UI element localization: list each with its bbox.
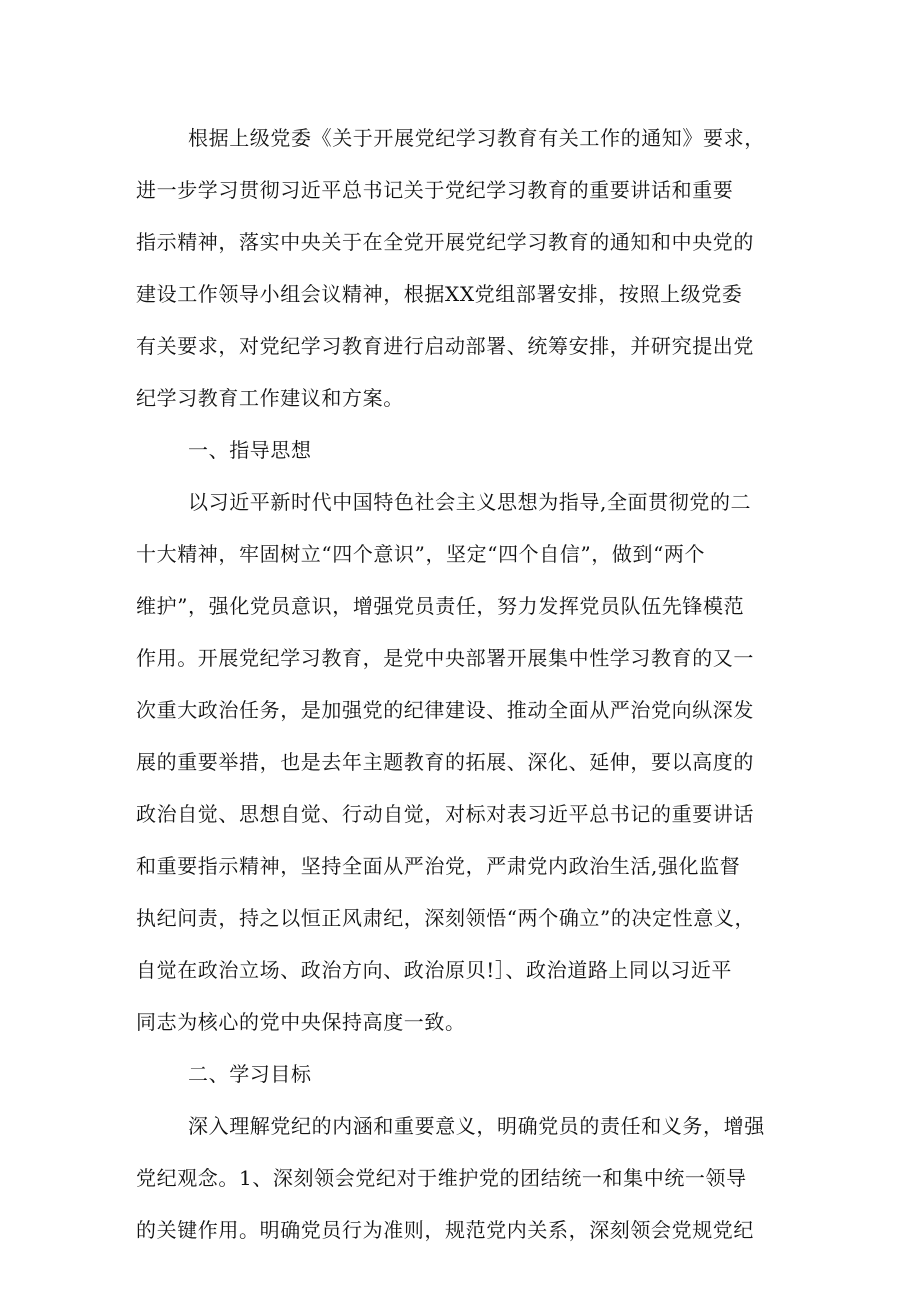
paragraph-3-line-1: 深入理解党纪的内涵和重要意义，明确党员的责任和义务，增强 — [188, 1114, 765, 1138]
paragraph-2-line-3: 维护”，强化党员意识，增强党员责任，努力发挥党员队伍先锋模范 — [136, 594, 745, 618]
section-heading-guiding-thought: 一、指导思想 — [188, 438, 312, 462]
paragraph-2-line-2: 十大精神，牢固树立“四个意识”，坚定“四个自信”，做到“两个 — [136, 542, 706, 566]
paragraph-1-line-1: 根据上级党委《关于开展党纪学习教育有关工作的通知》要求， — [188, 126, 765, 150]
paragraph-2-line-4: 作用。开展党纪学习教育，是党中央部署开展集中性学习教育的又一 — [136, 646, 754, 670]
paragraph-1-line-5: 有关要求，对党纪学习教育进行启动部署、统筹安排，并研究提出党 — [136, 334, 754, 358]
paragraph-1-line-6: 纪学习教育工作建议和方案。 — [136, 386, 404, 410]
paragraph-2-line-11: 同志为核心的党中央保持高度一致。 — [136, 1010, 466, 1034]
document-body — [136, 112, 786, 1256]
paragraph-1-line-3: 指示精神，落实中央关于在全党开展党纪学习教育的通知和中央党的 — [136, 230, 754, 254]
paragraph-2-line-6: 展的重要举措，也是去年主题教育的拓展、深化、延伸，要以高度的 — [136, 750, 754, 774]
paragraph-2-line-1: 以习近平新时代中国特色社会主义思想为指导,全面贯彻党的二 — [188, 490, 752, 514]
paragraph-2-line-10: 自觉在政治立场、政治方向、政治原贝!］、政治道路上同以习近平 — [136, 958, 733, 982]
paragraph-3-line-2: 党纪观念。1、深刻领会党纪对于维护党的团结统一和集中统一领导 — [136, 1166, 747, 1190]
paragraph-2-line-5: 次重大政治任务，是加强党的纪律建设、推动全面从严治党向纵深发 — [136, 698, 754, 722]
paragraph-1-line-2: 进一步学习贯彻习近平总书记关于党纪学习教育的重要讲话和重要 — [136, 178, 734, 202]
section-heading-learning-goals: 二、学习目标 — [188, 1062, 312, 1086]
paragraph-2-line-8: 和重要指示精神，坚持全面从严治党，严肃党内政治生活,强化监督 — [136, 854, 741, 878]
paragraph-3-line-3: 的关键作用。明确党员行为准则，规范党内关系，深刻领会党规党纪 — [136, 1218, 754, 1242]
paragraph-2-line-9: 执纪问责，持之以恒正风肃纪，深刻领悟“两个确立”的决定性意义， — [136, 906, 756, 930]
paragraph-2-line-7: 政治自觉、思想自觉、行动自觉，对标对表习近平总书记的重要讲话 — [136, 802, 754, 826]
paragraph-1-line-4: 建设工作领导小组会议精神，根据XX党组部署安排，按照上级党委 — [136, 282, 743, 306]
